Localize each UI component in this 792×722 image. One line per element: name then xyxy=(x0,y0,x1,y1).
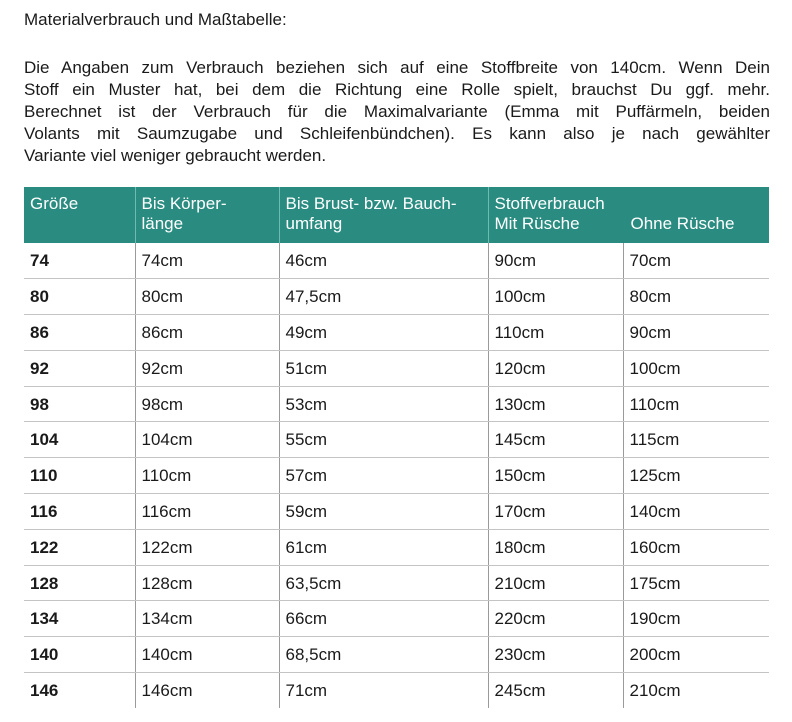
cell-length: 80cm xyxy=(135,279,279,315)
cell-size: 74 xyxy=(24,243,135,279)
cell-chest: 61cm xyxy=(279,529,488,565)
size-table xyxy=(24,187,769,708)
cell-size: 128 xyxy=(24,565,135,601)
cell-chest: 66cm xyxy=(279,601,488,637)
cell-size: 146 xyxy=(24,673,135,709)
cell-length: 122cm xyxy=(135,529,279,565)
cell-size: 116 xyxy=(24,494,135,530)
cell-chest: 59cm xyxy=(279,494,488,530)
table-row xyxy=(24,315,769,351)
cell-without: 125cm xyxy=(623,458,769,494)
cell-without: 190cm xyxy=(623,601,769,637)
cell-size: 122 xyxy=(24,529,135,565)
cell-with: 220cm xyxy=(488,601,623,637)
cell-without: 140cm xyxy=(623,494,769,530)
cell-with: 180cm xyxy=(488,529,623,565)
cell-chest: 49cm xyxy=(279,315,488,351)
header-without-ruffle: Ohne Rüsche xyxy=(630,214,735,233)
cell-without: 70cm xyxy=(623,243,769,279)
table-row xyxy=(24,350,769,386)
intro-line: Berechnet ist der Verbrauch für die Maximalvariante (Emma mit Puffärmeln, beiden xyxy=(24,102,770,121)
cell-size: 104 xyxy=(24,422,135,458)
cell-chest: 63,5cm xyxy=(279,565,488,601)
cell-without: 90cm xyxy=(623,315,769,351)
cell-chest: 51cm xyxy=(279,350,488,386)
cell-size: 86 xyxy=(24,315,135,351)
table-row xyxy=(24,529,769,565)
table-row xyxy=(24,494,769,530)
cell-length: 74cm xyxy=(135,243,279,279)
cell-size: 98 xyxy=(24,386,135,422)
cell-size: 80 xyxy=(24,279,135,315)
cell-with: 170cm xyxy=(488,494,623,530)
cell-length: 134cm xyxy=(135,601,279,637)
intro-line: Variante viel weniger gebraucht werden. xyxy=(24,146,327,165)
table-row xyxy=(24,279,769,315)
header-with-ruffle: Mit Rüsche xyxy=(494,214,580,233)
cell-chest: 47,5cm xyxy=(279,279,488,315)
cell-with: 230cm xyxy=(488,637,623,673)
cell-without: 175cm xyxy=(623,565,769,601)
header-chest: Bis Brust- bzw. Bauch- umfang xyxy=(279,187,488,243)
cell-length: 146cm xyxy=(135,673,279,709)
table-row xyxy=(24,565,769,601)
cell-length: 104cm xyxy=(135,422,279,458)
intro-line: Die Angaben zum Verbrauch beziehen sich auf eine Stoffbreite von 140cm. Wenn Dein xyxy=(24,58,770,77)
table-row xyxy=(24,386,769,422)
table-row xyxy=(24,637,769,673)
cell-with: 145cm xyxy=(488,422,623,458)
cell-without: 210cm xyxy=(629,681,681,701)
table-row xyxy=(24,673,769,709)
cell-length: 98cm xyxy=(135,386,279,422)
cell-size: 134 xyxy=(24,601,135,637)
cell-chest: 55cm xyxy=(279,422,488,458)
header-body-length: Bis Körper- länge xyxy=(135,187,279,243)
table-row xyxy=(24,601,769,637)
intro-line: Stoff ein Muster hat, bei dem die Richtung eine Rolle spielt, brauchst Du ggf. mehr. xyxy=(24,80,770,99)
cell-without: 200cm xyxy=(623,637,769,673)
cell-with: 245cm xyxy=(488,673,623,709)
cell-length: 128cm xyxy=(135,565,279,601)
cell-without: 80cm xyxy=(623,279,769,315)
cell-without: 100cm xyxy=(623,350,769,386)
page-title: Materialverbrauch und Maßtabelle: xyxy=(24,10,287,29)
cell-chest: 53cm xyxy=(279,386,488,422)
intro-line: Volants mit Saumzugabe und Schleifenbündchen). Es kann also je nach gewählter xyxy=(24,124,770,143)
cell-with: 110cm xyxy=(488,315,623,351)
cell-with: 90cm xyxy=(488,243,623,279)
cell-with: 150cm xyxy=(488,458,623,494)
cell-without: 160cm xyxy=(623,529,769,565)
cell-with: 100cm xyxy=(488,279,623,315)
cell-with: 210cm xyxy=(488,565,623,601)
table-row xyxy=(24,243,769,279)
cell-with: 120cm xyxy=(488,350,623,386)
cell-chest: 68,5cm xyxy=(279,637,488,673)
cell-length: 92cm xyxy=(135,350,279,386)
cell-size: 92 xyxy=(24,350,135,386)
cell-size: 110 xyxy=(24,458,135,494)
cell-size: 140 xyxy=(24,637,135,673)
cell-length: 140cm xyxy=(135,637,279,673)
header-size: Größe xyxy=(24,187,135,243)
cell-length: 116cm xyxy=(135,494,279,530)
table-header-row xyxy=(24,187,769,243)
cell-without: 110cm xyxy=(623,386,769,422)
table-row xyxy=(24,458,769,494)
header-fabric: Stoffverbrauch Mit Rüsche Ohne Rüsche xyxy=(494,194,735,233)
cell-without: 115cm xyxy=(623,422,769,458)
cell-chest: 71cm xyxy=(279,673,488,709)
cell-length: 110cm xyxy=(135,458,279,494)
cell-length: 86cm xyxy=(135,315,279,351)
intro-paragraph xyxy=(24,57,770,167)
cell-chest: 46cm xyxy=(279,243,488,279)
cell-chest: 57cm xyxy=(279,458,488,494)
cell-with: 130cm xyxy=(488,386,623,422)
table-row xyxy=(24,422,769,458)
